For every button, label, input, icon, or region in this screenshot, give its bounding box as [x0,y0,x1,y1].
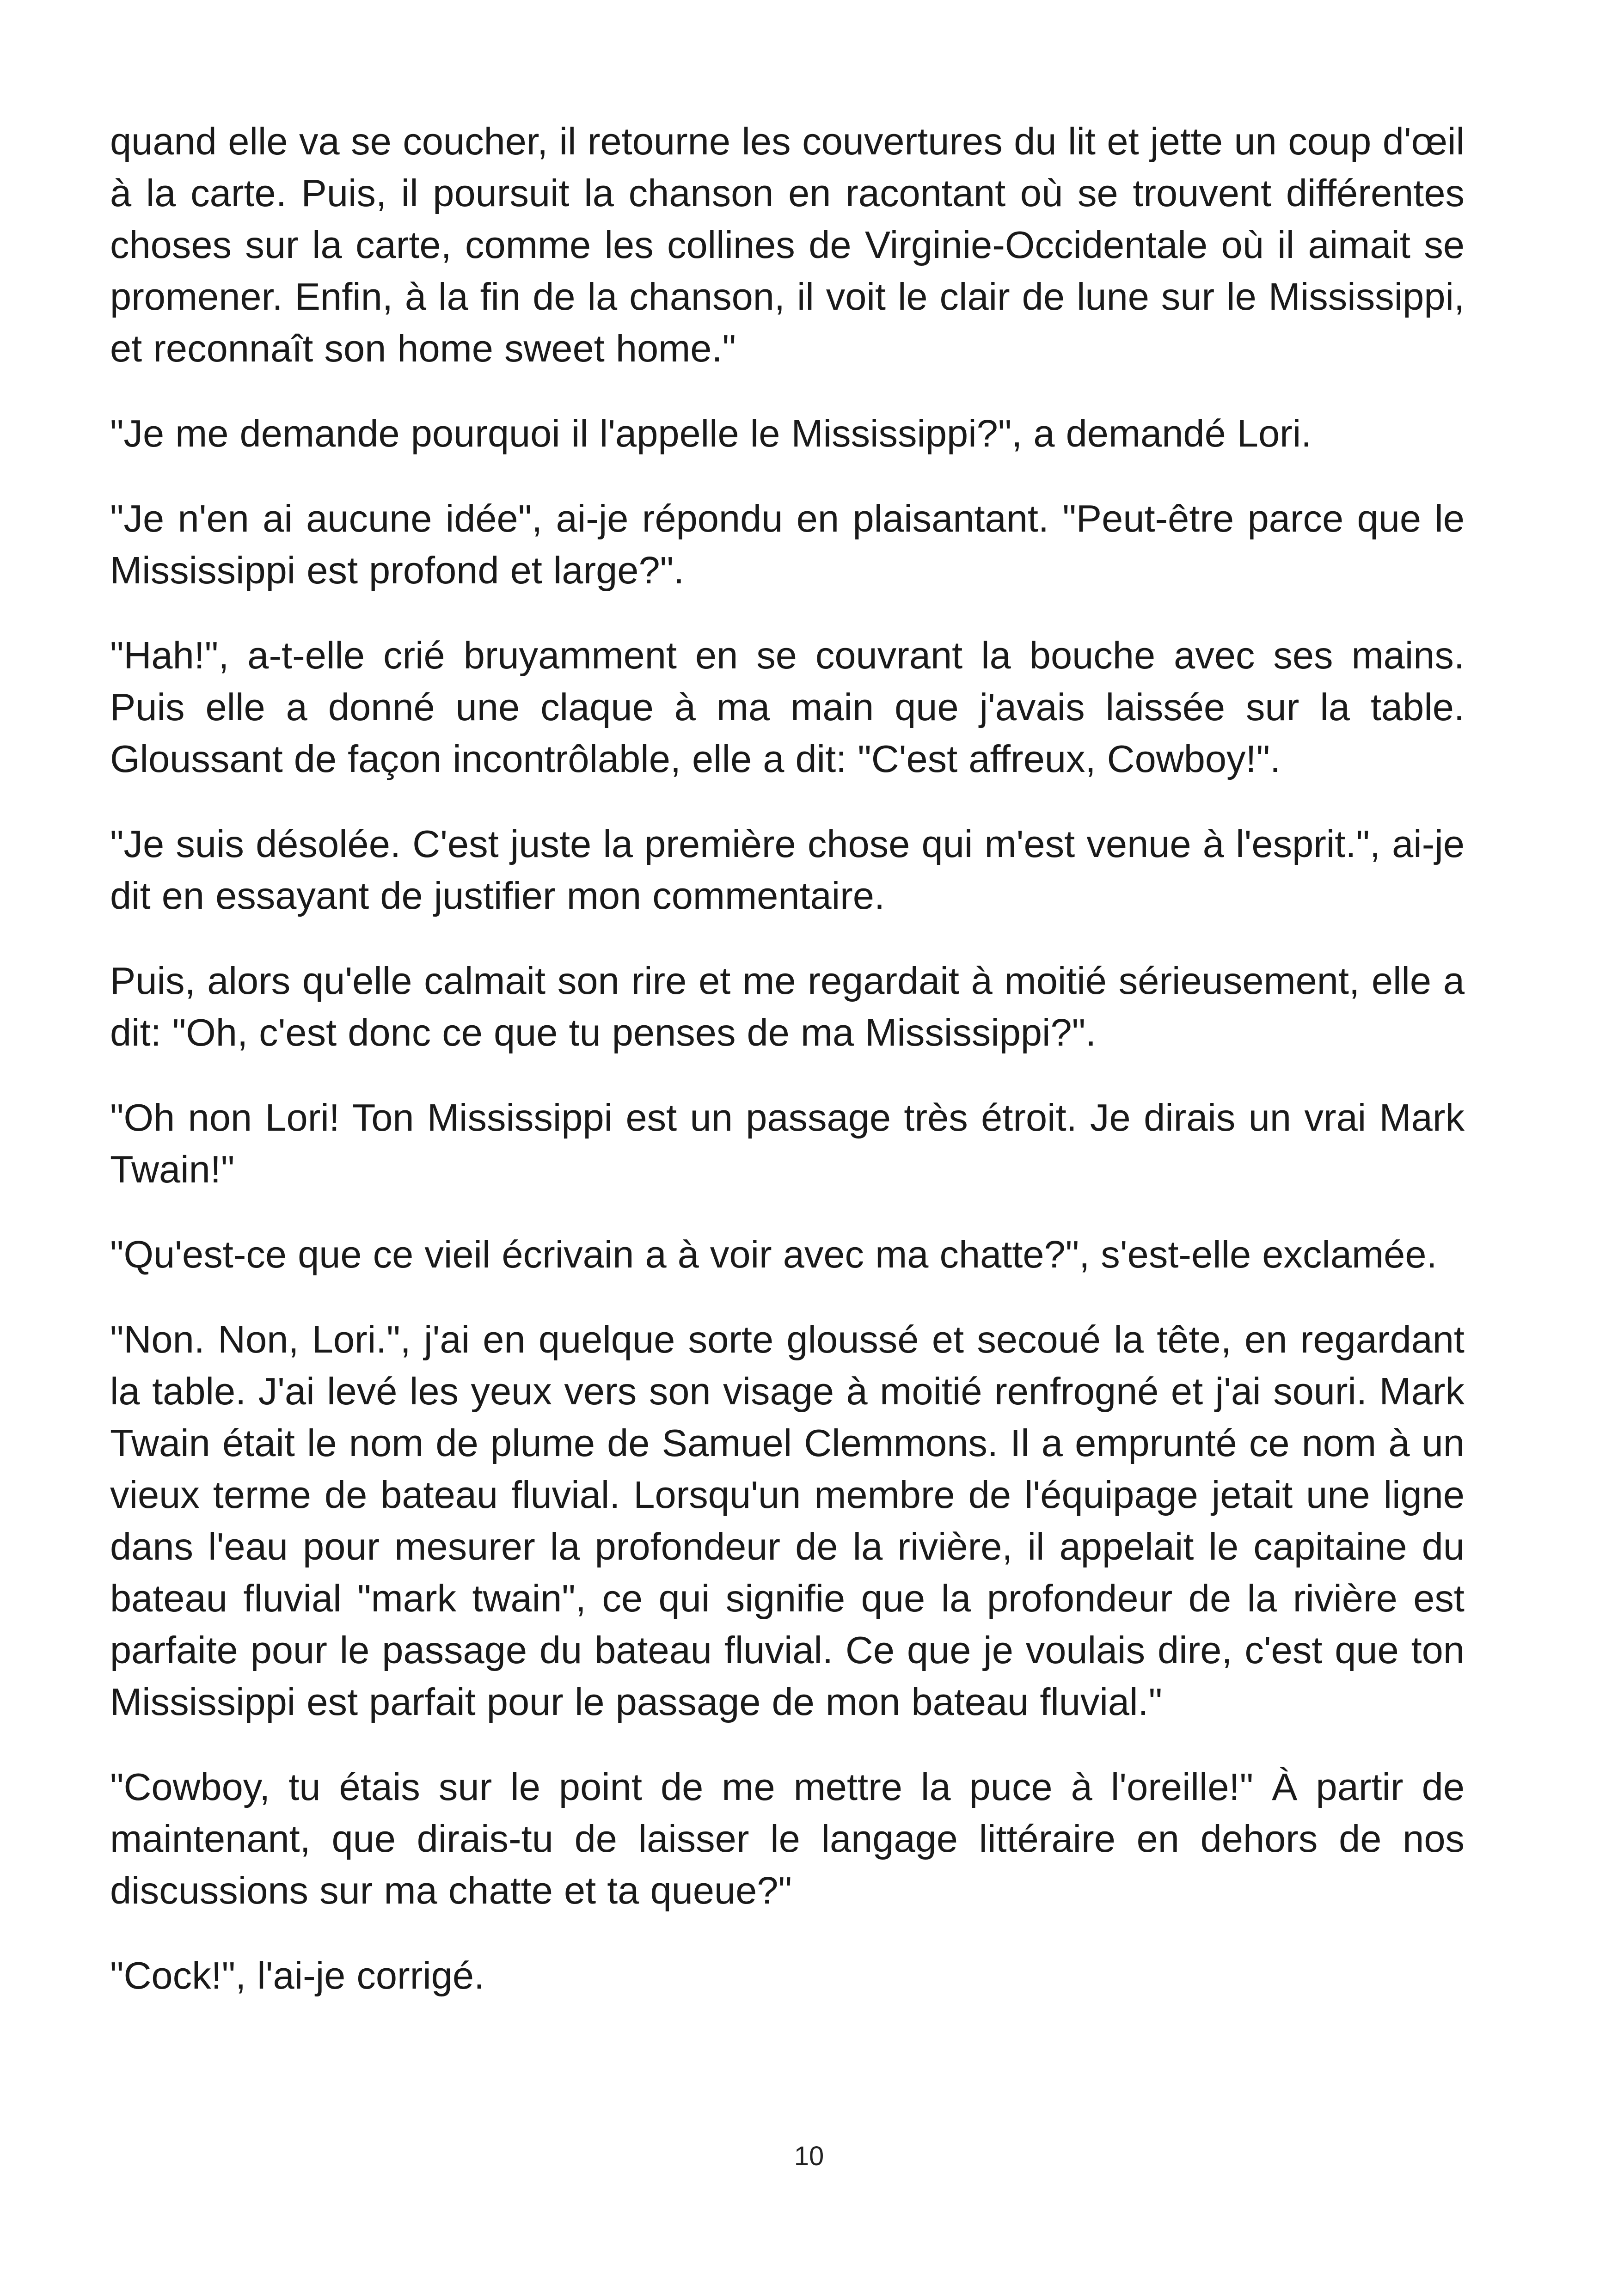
page-number: 10 [794,2141,824,2171]
paragraph: "Cock!", l'ai-je corrigé. [110,1954,485,1997]
page-body-text [110,116,1465,2035]
paragraph: "Je suis désolée. C'est juste la première chose qui m'est venue à l'esprit.", ai-je dit en essayant de justifier mon commentaire. [110,822,1465,917]
paragraph: "Cowboy, tu étais sur le point de me mettre la puce à l'oreille!" À partir de maintenant, que dirais-tu de laisser le langage littéraire en dehors de nos discussions sur ma chatte et ta queue?" [110,1765,1465,1912]
paragraph: "Je n'en ai aucune idée", ai-je répondu en plaisantant. "Peut-être parce que le Mississippi est profond et large?". [110,497,1465,592]
paragraph: "Non. Non, Lori.", j'ai en quelque sorte gloussé et secoué la tête, en regardant la table. J'ai levé les yeux vers son visage à moitié renfrogné et j'ai souri. Mark Twain était le nom de plume de Samuel Clemmons. Il a emprunté ce nom à un vieux terme de bateau fluvial. Lorsqu'un membre de l'équipage jetait une ligne dans l'eau pour mesurer la profondeur de la rivière, il appelait le capitaine du bateau fluvial "mark twain", ce qui signifie que la profondeur de la rivière est parfaite pour le passage du bateau fluvial. Ce que je voulais dire, c'est que ton Mississippi est parfait pour le passage de mon bateau fluvial." [110,1318,1465,1723]
paragraph: "Hah!", a-t-elle crié bruyamment en se couvrant la bouche avec ses mains. Puis elle a donné une claque à ma main que j'avais laissée sur la table. Gloussant de façon incontrôlable, elle a dit: "C'est affreux, Cowboy!". [110,634,1465,780]
paragraph: quand elle va se coucher, il retourne les couvertures du lit et jette un coup d'œil à la carte. Puis, il poursuit la chanson en racontant où se trouvent différentes choses sur la carte, comme les collines de Virginie-Occidentale où il aimait se promener. Enfin, à la fin de la chanson, il voit le clair de lune sur le Mississippi, et reconnaît son home sweet home." [110,120,1465,370]
paragraph: "Je me demande pourquoi il l'appelle le Mississippi?", a demandé Lori. [110,412,1312,455]
paragraph: Puis, alors qu'elle calmait son rire et me regardait à moitié sérieusement, elle a dit: "Oh, c'est donc ce que tu penses de ma Mississippi?". [110,959,1465,1054]
paragraph: "Qu'est-ce que ce vieil écrivain a à voir avec ma chatte?", s'est-elle exclamée. [110,1233,1437,1276]
paragraph: "Oh non Lori! Ton Mississippi est un passage très étroit. Je dirais un vrai Mark Twain!" [110,1096,1465,1191]
